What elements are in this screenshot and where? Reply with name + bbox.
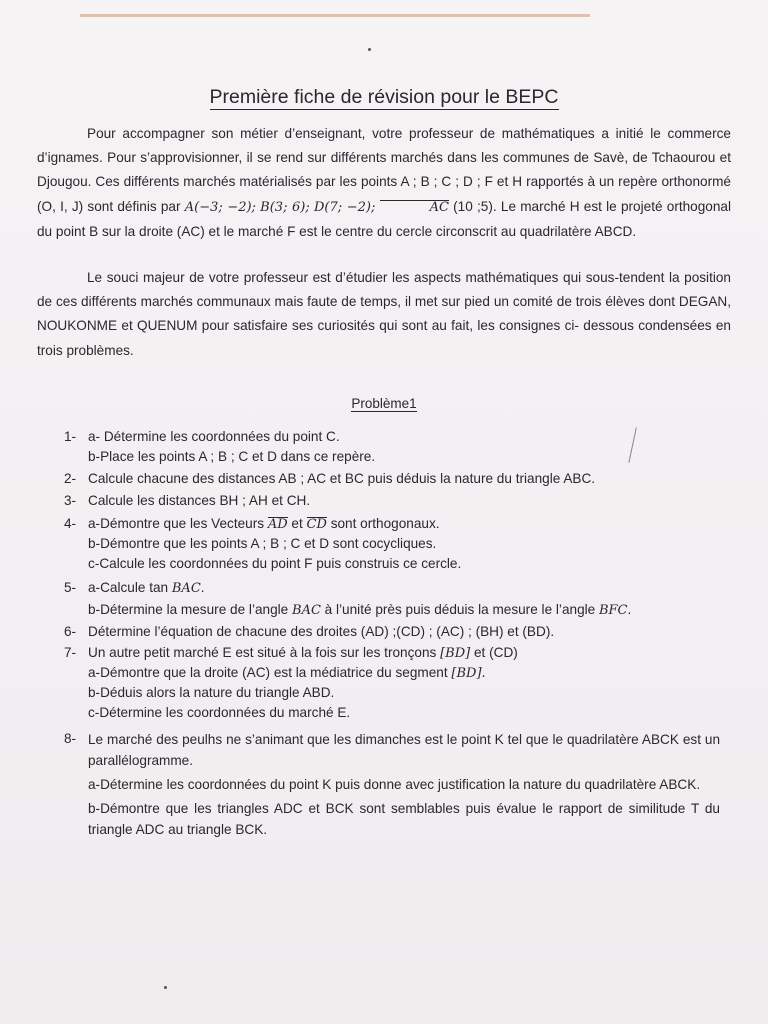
exercise-number: 8-	[64, 731, 77, 746]
text: a-Démontre que les Vecteurs	[88, 516, 268, 531]
segment-bd: [BD]	[440, 646, 471, 661]
point-d: D(7; −2);	[313, 199, 376, 215]
angle-bfc: BFC	[598, 603, 628, 618]
exercise-line: a-Calcule tan BAC.	[88, 580, 205, 596]
vector-cd: CD	[306, 517, 327, 532]
exercise-line: b-Démontre que les triangles ADC et BCK sont semblables puis évalue le rapport de similitude T du triangle ADC au triangle BCK.	[88, 801, 720, 837]
intro-text-end: Le marché H est le projeté orthogonal du point B sur la droite (AC) et le marché F est le centre du cercle circonscrit au quadrilatère ABCD.	[37, 198, 731, 239]
exercise-number: 5-	[64, 580, 77, 595]
exercise-line	[88, 643, 720, 663]
exercise-number: 6-	[64, 624, 77, 639]
intro-text: Pour accompagner son métier d’enseignant, votre professeur de mathématiques a initié le commerce d’ignames. Pour s’approvisionner, il se rend sur différents marchés dans les communes de Savè, de Tchaourou et Djougou. Ces différents marchés matérialisés par les points A ; B ; C ; D ; F et H rapportés à un repère orthonormé (O, I, J) sont définis par	[37, 126, 731, 214]
text: et	[287, 516, 307, 531]
exercise-line: b-Démontre que les points A ; B ; C et D sont cocycliques.	[88, 536, 437, 551]
exercise-line: b-Détermine la mesure de l’angle BAC à l’unité près puis déduis la mesure le l’angle BFC.	[88, 602, 632, 618]
exercise-line: b-Place les points A ; B ; C et D dans ce repère.	[88, 449, 376, 464]
exercise-number: 4-	[64, 516, 77, 531]
angle-bac: BAC	[171, 581, 201, 596]
exercise-line: c-Calcule les coordonnées du point F puis construis ce cercle.	[88, 556, 462, 571]
text: sont orthogonaux.	[326, 516, 440, 531]
exercise-line: Détermine l’équation de chacune des droites (AD) ;(CD) ; (AC) ; (BH) et (BD).	[88, 624, 555, 639]
page-title	[0, 86, 768, 109]
title-text: Première fiche de révision pour le BEPC	[209, 86, 559, 108]
exercise-line: Le marché des peulhs ne s’animant que les dimanches est le point K tel que le quadrilatère ABCK est un parallélogramme.	[88, 732, 720, 768]
point-a: A(−3; −2);	[184, 199, 256, 215]
text: b-Détermine la mesure de l’angle	[88, 602, 293, 617]
exercise-number: 2-	[64, 471, 77, 486]
page-edge-stain	[80, 14, 590, 17]
speck	[368, 48, 371, 51]
vector-ac: AC	[380, 200, 449, 215]
exercise-number: 7-	[64, 645, 77, 660]
text: et (CD)	[470, 645, 518, 660]
exercise-line: Calcule les distances BH ; AH et CH.	[88, 493, 311, 508]
vector-coords: (10 ;5).	[453, 198, 497, 214]
segment-bd: [BD].	[451, 666, 486, 681]
angle-bac: BAC	[292, 603, 321, 618]
exercise-line: c-Détermine les coordonnées du marché E.	[88, 705, 351, 720]
exercise-line: Calcule chacune des distances AB ; AC et BC puis déduis la nature du triangle ABC.	[88, 471, 596, 486]
context-paragraph: Le souci majeur de votre professeur est d’étudier les aspects mathématiques qui sous-tendent la position de ces différents marchés communaux mais faute de temps, il met sur pied un comité de trois élèves dont DEGAN, NOUKONME et QUENUM pour satisfaire ses curiosités qui sont au fait, les consignes ci- dessous condensées en trois problèmes.	[37, 270, 731, 358]
exercise-line: a-Détermine les coordonnées du point K puis donne avec justification la nature du quadrilatère ABCK.	[88, 777, 701, 792]
text: Un autre petit marché E est situé à la fois sur les tronçons	[88, 645, 441, 660]
text: a-Démontre que la droite (AC) est la médiatrice du segment	[88, 665, 452, 680]
speck	[164, 986, 167, 989]
exercise-line: b-Déduis alors la nature du triangle ABD.	[88, 685, 335, 700]
exercise-number: 3-	[64, 493, 77, 508]
point-b: B(3; 6);	[260, 199, 310, 215]
exercise-line	[88, 663, 720, 683]
text: à l’unité près puis déduis la mesure le l’angle	[320, 602, 599, 617]
exercise-line	[88, 514, 720, 534]
problem-heading-text: Problème1	[351, 396, 417, 411]
exercise-number: 1-	[64, 429, 77, 444]
exercise-line: a- Détermine les coordonnées du point C.	[88, 429, 340, 444]
vector-ad: AD	[267, 517, 288, 532]
problem-heading	[0, 396, 768, 411]
intro-paragraph	[37, 122, 731, 244]
text: a-Calcule tan	[88, 580, 172, 595]
